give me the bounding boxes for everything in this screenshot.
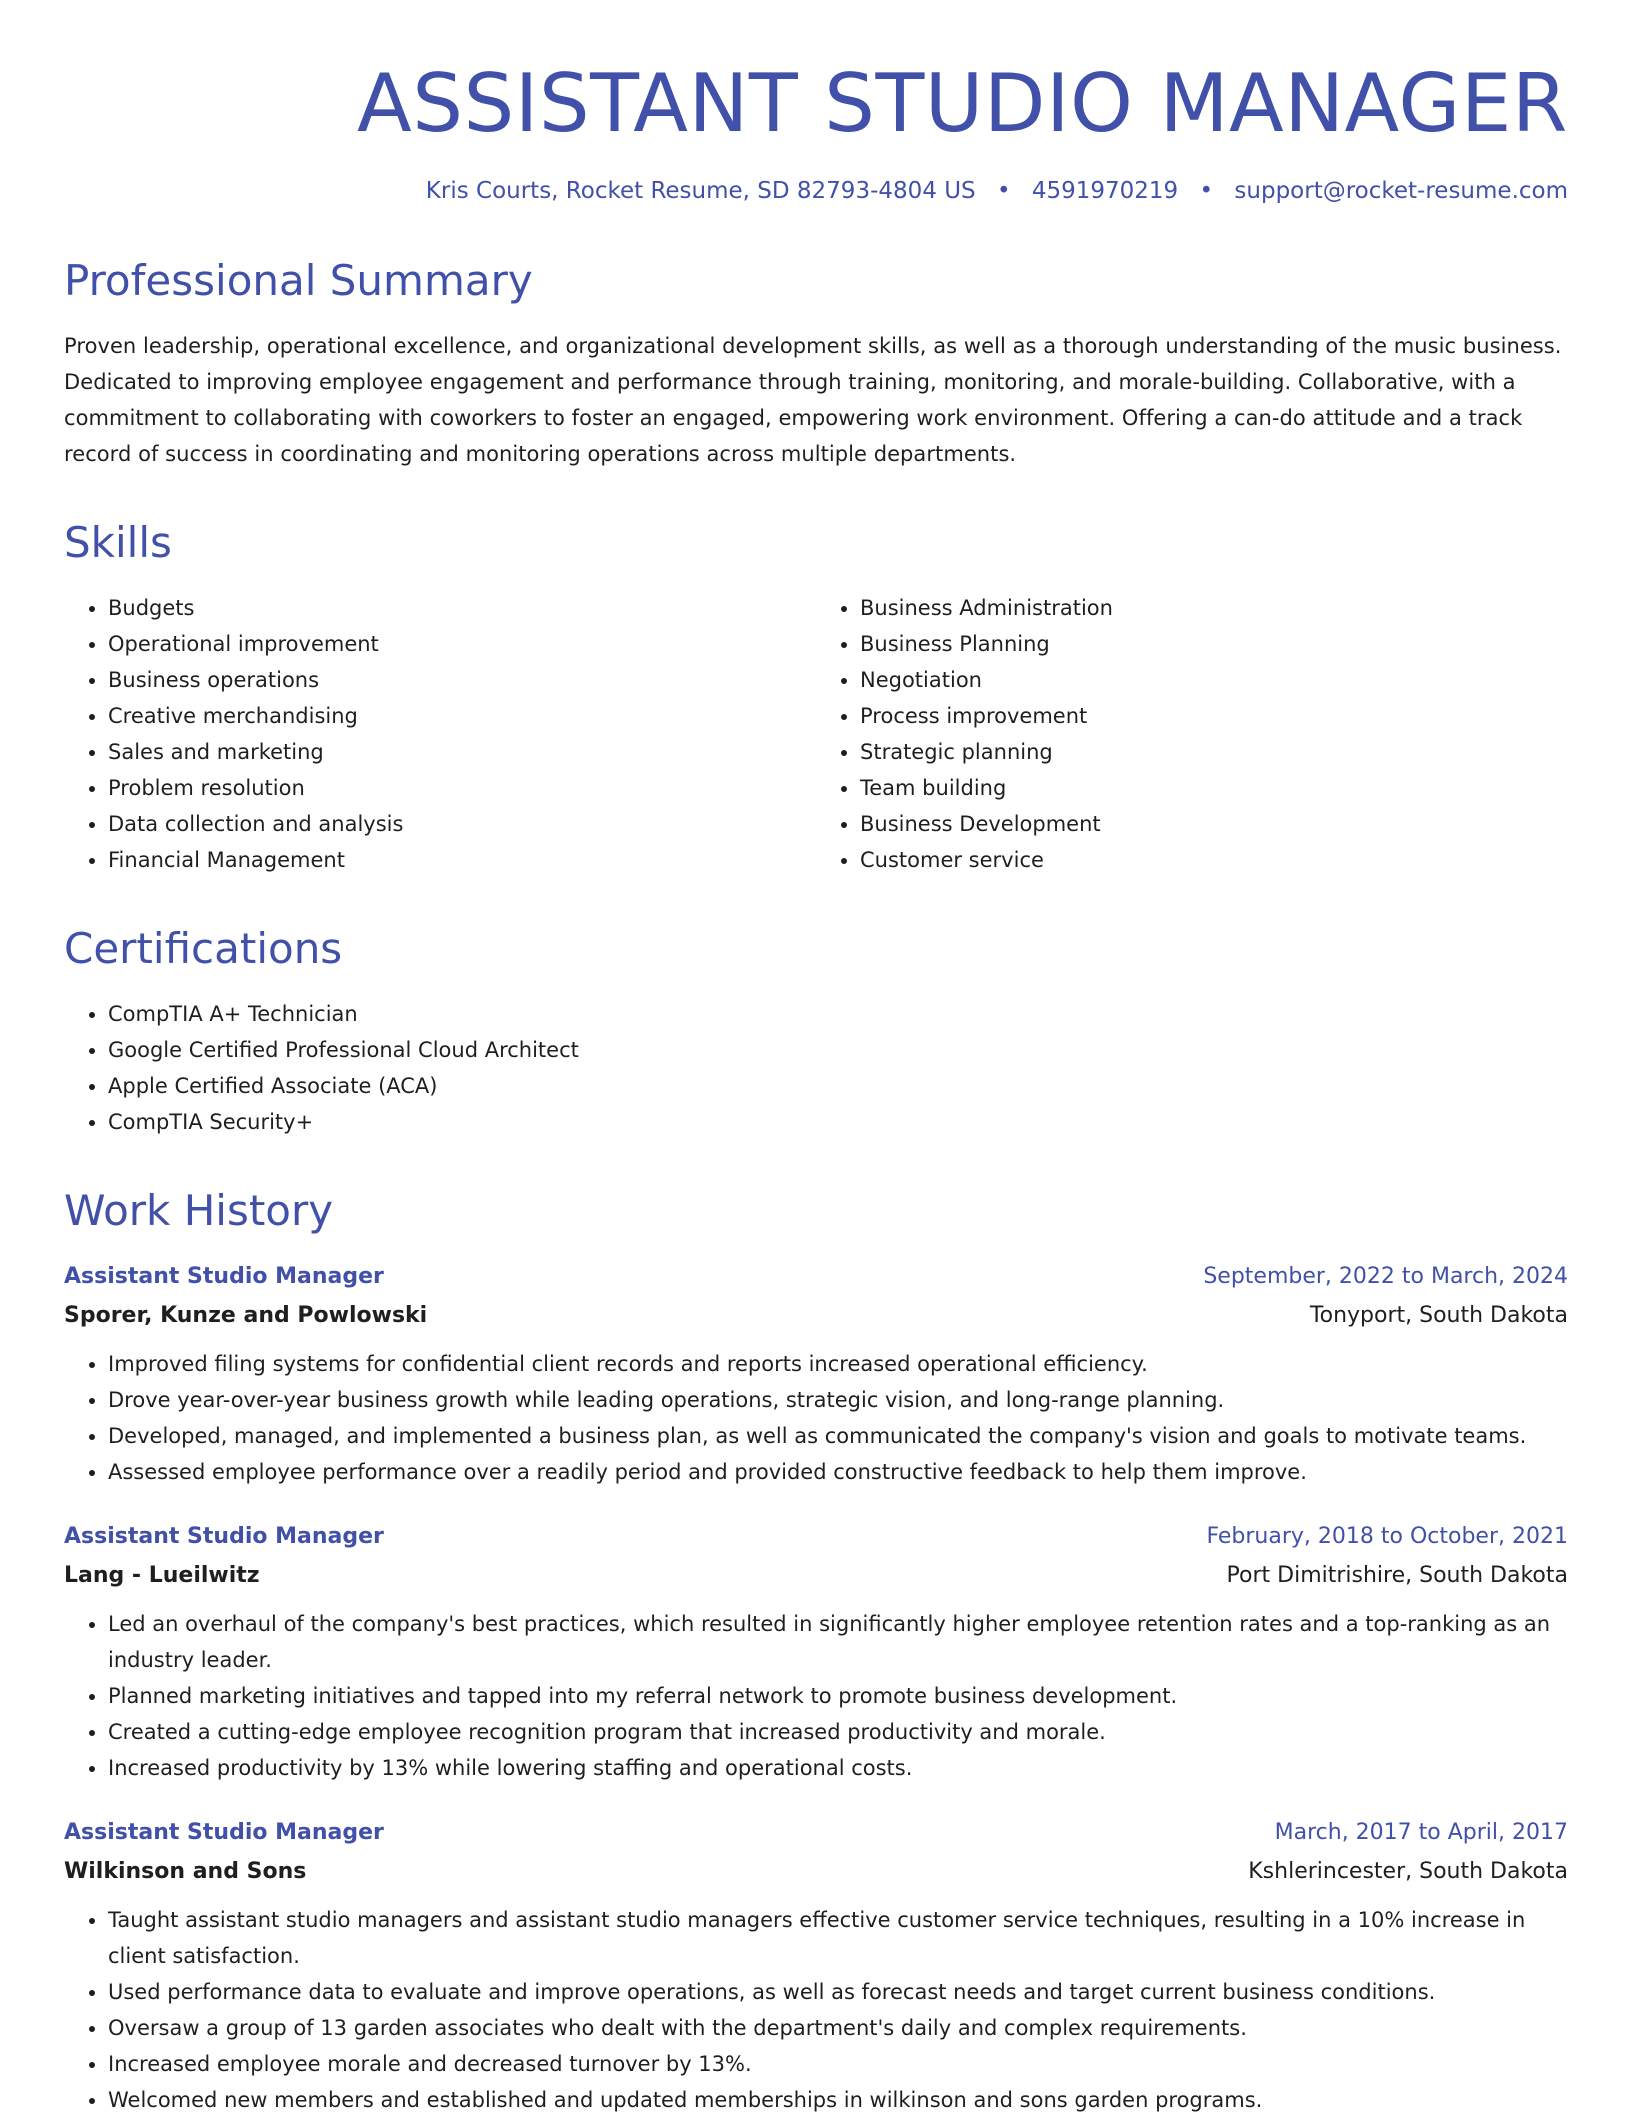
job-entry xyxy=(64,1518,1568,1786)
certifications-section xyxy=(64,924,1568,1140)
job-title-row xyxy=(64,1814,1568,1852)
job-bullets xyxy=(64,1606,1568,1786)
job-bullet: • Increased productivity by 13% while lowering staffing and operational costs. xyxy=(108,1750,1568,1786)
skill-item: • Operational improvement xyxy=(108,626,816,662)
job-company-row xyxy=(64,1556,1568,1596)
job-company: Lang - Lueilwitz xyxy=(64,1563,260,1588)
skill-item: • Financial Management xyxy=(108,842,816,878)
skills-section xyxy=(64,518,1568,878)
job-company: Wilkinson and Sons xyxy=(64,1859,307,1884)
job-bullet: • Created a cutting-edge employee recognition program that increased productivity and morale. xyxy=(108,1714,1568,1750)
job-title: Assistant Studio Manager xyxy=(64,1264,384,1289)
job-title-row xyxy=(64,1258,1568,1296)
certifications-list xyxy=(64,996,1568,1140)
skill-item: • Sales and marketing xyxy=(108,734,816,770)
job-bullet: • Oversaw a group of 13 garden associates who dealt with the department's daily and complex requirements. xyxy=(108,2010,1568,2046)
job-bullet: • Drove year-over-year business growth while leading operations, strategic vision, and long-range planning. xyxy=(108,1382,1568,1418)
job-dates: September, 2022 to March, 2024 xyxy=(1203,1264,1568,1289)
skills-list-left xyxy=(64,590,816,878)
job-company: Sporer, Kunze and Powlowski xyxy=(64,1303,428,1328)
skill-item: • Team building xyxy=(860,770,1568,806)
job-bullet: • Used performance data to evaluate and improve operations, as well as forecast needs and target current business conditions. xyxy=(108,1974,1568,2010)
page-title: ASSISTANT STUDIO MANAGER xyxy=(356,57,1568,150)
job-bullets xyxy=(64,1346,1568,1490)
certification-item: • Google Certified Professional Cloud Architect xyxy=(108,1032,1568,1068)
skill-item: • Business Administration xyxy=(860,590,1568,626)
skill-item: • Business Development xyxy=(860,806,1568,842)
job-bullet: • Increased employee morale and decreased turnover by 13%. xyxy=(108,2046,1568,2082)
skill-item: • Business Planning xyxy=(860,626,1568,662)
certification-item: • Apple Certified Associate (ACA) xyxy=(108,1068,1568,1104)
skill-item: • Negotiation xyxy=(860,662,1568,698)
skill-item: • Problem resolution xyxy=(108,770,816,806)
job-dates: March, 2017 to April, 2017 xyxy=(1274,1820,1568,1845)
contact-address: Kris Courts, Rocket Resume, SD 82793-4804 US xyxy=(425,178,976,204)
job-location: Kshlerincester, South Dakota xyxy=(1248,1859,1568,1884)
job-bullet: • Taught assistant studio managers and assistant studio managers effective customer service techniques, resulting in a 10% increase in client satisfaction. xyxy=(108,1902,1568,1974)
job-bullet: • Welcomed new members and established and updated memberships in wilkinson and sons garden programs. xyxy=(108,2082,1568,2118)
certifications-heading: Certifications xyxy=(64,924,343,973)
job-dates: February, 2018 to October, 2021 xyxy=(1206,1524,1568,1549)
summary-text: Proven leadership, operational excellence, and organizational development skills, as well as a thorough understanding of the music business. Dedicated to improving employee engagement and performance through training, monitoring, and morale-building. Collaborative, with a commitment to collaborating with coworkers to foster an engaged, empowering work environment. Offering a can-do attitude and a track record of success in coordinating and monitoring operations across multiple departments. xyxy=(64,334,1562,466)
skills-columns xyxy=(64,590,1568,878)
skill-item: • Strategic planning xyxy=(860,734,1568,770)
contact-phone: 4591970219 xyxy=(1031,178,1179,204)
job-bullets xyxy=(64,1902,1568,2118)
work-history-heading: Work History xyxy=(64,1186,334,1235)
contact-separator: • xyxy=(996,178,1011,204)
contact-line xyxy=(64,176,1568,206)
skill-item: • Process improvement xyxy=(860,698,1568,734)
job-location: Port Dimitrishire, South Dakota xyxy=(1226,1563,1568,1588)
job-title: Assistant Studio Manager xyxy=(64,1820,384,1845)
job-location: Tonyport, South Dakota xyxy=(1309,1303,1568,1328)
skills-list-right xyxy=(816,590,1568,878)
professional-summary-section xyxy=(64,256,1568,472)
job-bullet: • Led an overhaul of the company's best practices, which resulted in significantly higher employee retention rates and a top-ranking as an industry leader. xyxy=(108,1606,1568,1678)
skills-heading: Skills xyxy=(64,518,172,567)
job-title-row xyxy=(64,1518,1568,1556)
skill-item: • Business operations xyxy=(108,662,816,698)
summary-heading: Professional Summary xyxy=(64,256,533,305)
contact-email: support@rocket-resume.com xyxy=(1234,178,1568,204)
job-company-row xyxy=(64,1296,1568,1336)
job-bullet: • Assessed employee performance over a readily period and provided constructive feedback to help them improve. xyxy=(108,1454,1568,1490)
work-history-section xyxy=(64,1186,1568,2118)
job-company-row xyxy=(64,1852,1568,1892)
skill-item: • Creative merchandising xyxy=(108,698,816,734)
contact-separator: • xyxy=(1199,178,1214,204)
certification-item: • CompTIA Security+ xyxy=(108,1104,1568,1140)
job-entry xyxy=(64,1258,1568,1490)
skill-item: • Budgets xyxy=(108,590,816,626)
job-entry xyxy=(64,1814,1568,2118)
skill-item: • Customer service xyxy=(860,842,1568,878)
certification-item: • CompTIA A+ Technician xyxy=(108,996,1568,1032)
skill-item: • Data collection and analysis xyxy=(108,806,816,842)
job-title: Assistant Studio Manager xyxy=(64,1524,384,1549)
resume-header xyxy=(64,56,1568,206)
job-bullet: • Improved filing systems for confidential client records and reports increased operational efficiency. xyxy=(108,1346,1568,1382)
job-bullet: • Planned marketing initiatives and tapped into my referral network to promote business development. xyxy=(108,1678,1568,1714)
job-bullet: • Developed, managed, and implemented a business plan, as well as communicated the company's vision and goals to motivate teams. xyxy=(108,1418,1568,1454)
